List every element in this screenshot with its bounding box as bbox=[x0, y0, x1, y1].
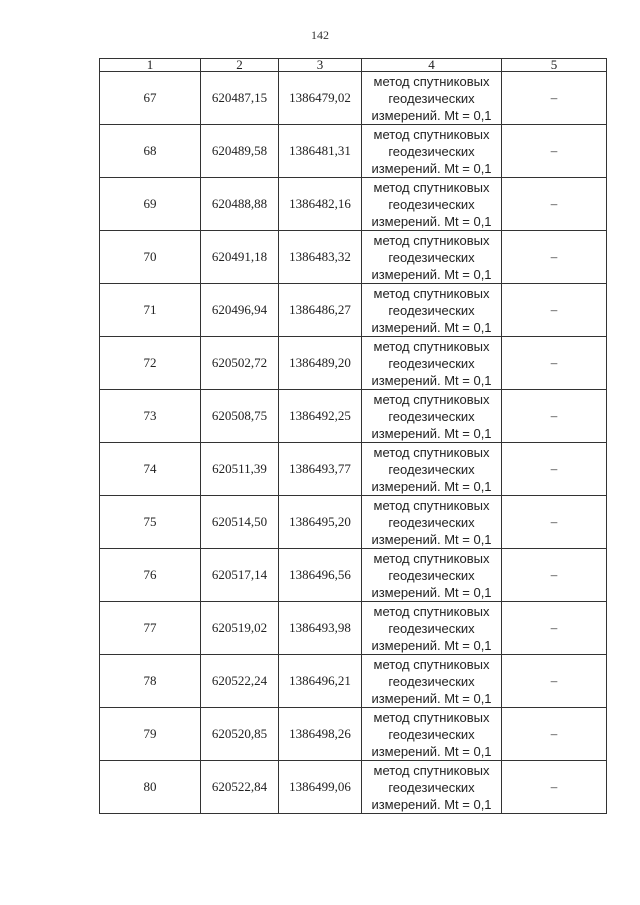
y-coordinate-cell: 1386481,31 bbox=[279, 125, 362, 178]
method-line: геодезических bbox=[388, 355, 475, 371]
x-coordinate-cell: 620502,72 bbox=[201, 337, 279, 390]
method-line: измерений. Mt = 0,1 bbox=[371, 637, 492, 653]
y-coordinate-cell: 1386486,27 bbox=[279, 284, 362, 337]
y-coordinate-cell: 1386493,98 bbox=[279, 602, 362, 655]
note-cell: – bbox=[502, 443, 607, 496]
table-row bbox=[100, 602, 607, 655]
x-coordinate-cell: 620488,88 bbox=[201, 178, 279, 231]
table-row bbox=[100, 390, 607, 443]
x-coordinate-cell: 620496,94 bbox=[201, 284, 279, 337]
method-line: геодезических bbox=[388, 143, 475, 159]
method-cell bbox=[362, 655, 502, 708]
method-line: геодезических bbox=[388, 673, 475, 689]
method-line: метод спутниковых bbox=[373, 444, 490, 460]
table-row bbox=[100, 284, 607, 337]
table-row bbox=[100, 655, 607, 708]
method-line: метод спутниковых bbox=[373, 232, 490, 248]
header-row bbox=[100, 59, 607, 72]
table-row bbox=[100, 549, 607, 602]
y-coordinate-cell: 1386496,56 bbox=[279, 549, 362, 602]
method-line: геодезических bbox=[388, 249, 475, 265]
x-coordinate-cell: 620520,85 bbox=[201, 708, 279, 761]
x-coordinate-cell: 620487,15 bbox=[201, 72, 279, 125]
header-col-5: 5 bbox=[502, 59, 607, 72]
point-number-cell: 70 bbox=[100, 231, 201, 284]
page-number: 142 bbox=[311, 28, 329, 42]
method-line: метод спутниковых bbox=[373, 285, 490, 301]
y-coordinate-cell: 1386482,16 bbox=[279, 178, 362, 231]
method-line: измерений. Mt = 0,1 bbox=[371, 160, 492, 176]
note-cell: – bbox=[502, 549, 607, 602]
header-col-3: 3 bbox=[279, 59, 362, 72]
x-coordinate-cell: 620511,39 bbox=[201, 443, 279, 496]
method-line: метод спутниковых bbox=[373, 656, 490, 672]
method-line: измерений. Mt = 0,1 bbox=[371, 743, 492, 759]
method-cell bbox=[362, 390, 502, 443]
method-line: измерений. Mt = 0,1 bbox=[371, 478, 492, 494]
table-row bbox=[100, 231, 607, 284]
method-cell bbox=[362, 337, 502, 390]
note-cell: – bbox=[502, 337, 607, 390]
x-coordinate-cell: 620519,02 bbox=[201, 602, 279, 655]
note-cell: – bbox=[502, 708, 607, 761]
point-number-cell: 69 bbox=[100, 178, 201, 231]
method-line: измерений. Mt = 0,1 bbox=[371, 266, 492, 282]
y-coordinate-cell: 1386489,20 bbox=[279, 337, 362, 390]
method-line: геодезических bbox=[388, 196, 475, 212]
method-line: геодезических bbox=[388, 726, 475, 742]
note-cell: – bbox=[502, 125, 607, 178]
point-number-cell: 75 bbox=[100, 496, 201, 549]
method-cell bbox=[362, 178, 502, 231]
method-line: метод спутниковых bbox=[373, 497, 490, 513]
table-row bbox=[100, 708, 607, 761]
y-coordinate-cell: 1386483,32 bbox=[279, 231, 362, 284]
method-line: измерений. Mt = 0,1 bbox=[371, 690, 492, 706]
method-line: измерений. Mt = 0,1 bbox=[371, 107, 492, 123]
note-cell: – bbox=[502, 655, 607, 708]
method-line: измерений. Mt = 0,1 bbox=[371, 796, 492, 812]
method-line: измерений. Mt = 0,1 bbox=[371, 425, 492, 441]
x-coordinate-cell: 620489,58 bbox=[201, 125, 279, 178]
point-number-cell: 77 bbox=[100, 602, 201, 655]
point-number-cell: 71 bbox=[100, 284, 201, 337]
note-cell: – bbox=[502, 284, 607, 337]
coordinates-table bbox=[99, 58, 607, 814]
table-row bbox=[100, 337, 607, 390]
note-cell: – bbox=[502, 178, 607, 231]
table-row bbox=[100, 496, 607, 549]
y-coordinate-cell: 1386493,77 bbox=[279, 443, 362, 496]
point-number-cell: 73 bbox=[100, 390, 201, 443]
method-line: измерений. Mt = 0,1 bbox=[371, 372, 492, 388]
header-col-1: 1 bbox=[100, 59, 201, 72]
point-number-cell: 76 bbox=[100, 549, 201, 602]
note-cell: – bbox=[502, 602, 607, 655]
method-line: метод спутниковых bbox=[373, 338, 490, 354]
point-number-cell: 78 bbox=[100, 655, 201, 708]
method-cell bbox=[362, 708, 502, 761]
method-line: геодезических bbox=[388, 302, 475, 318]
point-number-cell: 68 bbox=[100, 125, 201, 178]
method-line: геодезических bbox=[388, 620, 475, 636]
method-cell bbox=[362, 496, 502, 549]
method-line: геодезических bbox=[388, 90, 475, 106]
table-row bbox=[100, 178, 607, 231]
x-coordinate-cell: 620522,24 bbox=[201, 655, 279, 708]
method-line: метод спутниковых bbox=[373, 550, 490, 566]
method-line: геодезических bbox=[388, 408, 475, 424]
method-line: метод спутниковых bbox=[373, 73, 490, 89]
method-line: метод спутниковых bbox=[373, 603, 490, 619]
method-line: геодезических bbox=[388, 514, 475, 530]
method-line: измерений. Mt = 0,1 bbox=[371, 213, 492, 229]
method-cell bbox=[362, 125, 502, 178]
x-coordinate-cell: 620522,84 bbox=[201, 761, 279, 814]
y-coordinate-cell: 1386498,26 bbox=[279, 708, 362, 761]
method-cell bbox=[362, 761, 502, 814]
x-coordinate-cell: 620491,18 bbox=[201, 231, 279, 284]
x-coordinate-cell: 620517,14 bbox=[201, 549, 279, 602]
x-coordinate-cell: 620508,75 bbox=[201, 390, 279, 443]
table-row bbox=[100, 72, 607, 125]
y-coordinate-cell: 1386499,06 bbox=[279, 761, 362, 814]
note-cell: – bbox=[502, 496, 607, 549]
x-coordinate-cell: 620514,50 bbox=[201, 496, 279, 549]
note-cell: – bbox=[502, 390, 607, 443]
method-cell bbox=[362, 549, 502, 602]
point-number-cell: 74 bbox=[100, 443, 201, 496]
method-line: метод спутниковых bbox=[373, 391, 490, 407]
method-cell bbox=[362, 72, 502, 125]
method-line: измерений. Mt = 0,1 bbox=[371, 319, 492, 335]
method-line: измерений. Mt = 0,1 bbox=[371, 584, 492, 600]
y-coordinate-cell: 1386479,02 bbox=[279, 72, 362, 125]
method-line: измерений. Mt = 0,1 bbox=[371, 531, 492, 547]
note-cell: – bbox=[502, 761, 607, 814]
method-line: метод спутниковых bbox=[373, 762, 490, 778]
method-cell bbox=[362, 602, 502, 655]
table-row bbox=[100, 125, 607, 178]
y-coordinate-cell: 1386496,21 bbox=[279, 655, 362, 708]
method-cell bbox=[362, 284, 502, 337]
point-number-cell: 67 bbox=[100, 72, 201, 125]
note-cell: – bbox=[502, 72, 607, 125]
method-cell bbox=[362, 443, 502, 496]
table-row bbox=[100, 443, 607, 496]
point-number-cell: 80 bbox=[100, 761, 201, 814]
method-line: геодезических bbox=[388, 779, 475, 795]
method-line: геодезических bbox=[388, 567, 475, 583]
note-cell: – bbox=[502, 231, 607, 284]
header-col-4: 4 bbox=[362, 59, 502, 72]
method-line: геодезических bbox=[388, 461, 475, 477]
y-coordinate-cell: 1386495,20 bbox=[279, 496, 362, 549]
method-cell bbox=[362, 231, 502, 284]
point-number-cell: 72 bbox=[100, 337, 201, 390]
header-col-2: 2 bbox=[201, 59, 279, 72]
y-coordinate-cell: 1386492,25 bbox=[279, 390, 362, 443]
point-number-cell: 79 bbox=[100, 708, 201, 761]
table-row bbox=[100, 761, 607, 814]
method-line: метод спутниковых bbox=[373, 126, 490, 142]
method-line: метод спутниковых bbox=[373, 709, 490, 725]
method-line: метод спутниковых bbox=[373, 179, 490, 195]
